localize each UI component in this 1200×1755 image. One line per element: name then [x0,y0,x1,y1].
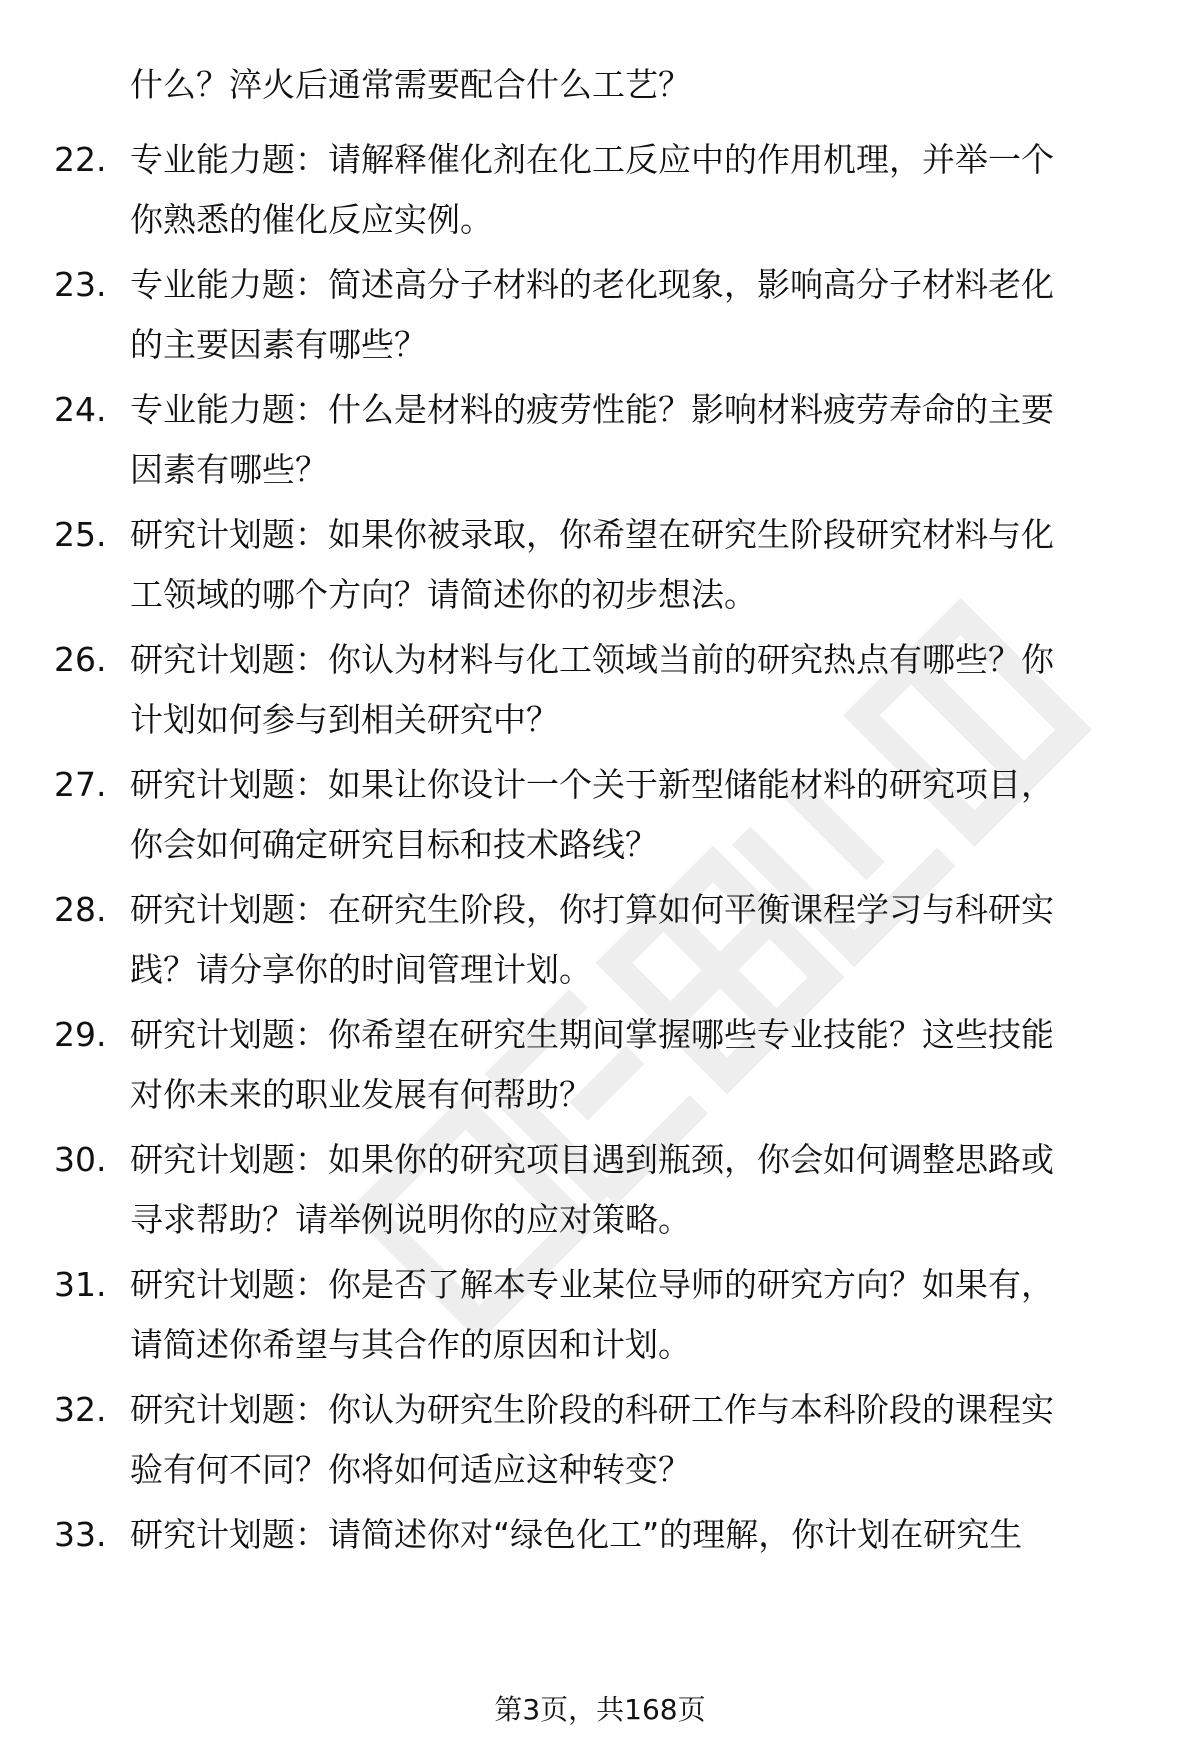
question-text [130,755,1145,875]
question-item-30 [0,1130,1200,1260]
question-line: 研究计划题：如果你的研究项目遇到瓶颈，你会如何调整思路或 [130,1140,1054,1179]
question-item-26 [0,630,1200,760]
question-number: 33. [54,1515,107,1554]
question-item-28 [0,880,1200,1010]
question-line: 践？请分享你的时间管理计划。 [130,950,592,989]
question-item-29 [0,1005,1200,1135]
question-text [130,1130,1145,1250]
question-line: 研究计划题：你认为材料与化工领域当前的研究热点有哪些？你 [130,640,1054,679]
question-item-22 [0,130,1200,260]
question-number: 31. [54,1265,107,1304]
question-number: 23. [54,265,107,304]
question-item-25 [0,505,1200,635]
continuation-text: 什么？淬火后通常需要配合什么工艺？ [130,65,691,104]
question-line: 因素有哪些？ [130,450,328,489]
question-number: 22. [54,140,107,179]
question-item-31 [0,1255,1200,1385]
question-line: 专业能力题：请解释催化剂在化工反应中的作用机理，并举一个 [130,140,1054,179]
question-text [130,1380,1145,1500]
question-item-24 [0,380,1200,510]
question-line: 研究计划题：你认为研究生阶段的科研工作与本科阶段的课程实 [130,1390,1054,1429]
question-item-32 [0,1380,1200,1510]
question-line: 验有何不同？你将如何适应这种转变？ [130,1450,691,1489]
question-line: 研究计划题：你是否了解本专业某位导师的研究方向？如果有， [130,1265,1054,1304]
question-line: 研究计划题：在研究生阶段，你打算如何平衡课程学习与科研实 [130,890,1054,929]
question-text [130,1005,1145,1125]
question-number: 32. [54,1390,107,1429]
question-line: 研究计划题：请简述你对“绿色化工”的理解，你计划在研究生 [130,1515,1023,1554]
question-item-23 [0,255,1200,385]
question-line: 研究计划题：如果你被录取，你希望在研究生阶段研究材料与化 [130,515,1054,554]
question-line: 工领域的哪个方向？请简述你的初步想法。 [130,575,757,614]
question-text [130,630,1145,750]
question-number: 25. [54,515,107,554]
question-line: 请简述你希望与其合作的原因和计划。 [130,1325,691,1364]
question-text [130,1505,1145,1565]
question-number: 29. [54,1015,107,1054]
question-text [130,380,1145,500]
question-number: 28. [54,890,107,929]
question-text [130,130,1145,250]
question-line: 研究计划题：如果让你设计一个关于新型储能材料的研究项目， [130,765,1054,804]
question-number: 24. [54,390,107,429]
question-line: 对你未来的职业发展有何帮助？ [130,1075,592,1114]
question-line: 研究计划题：你希望在研究生期间掌握哪些专业技能？这些技能 [130,1015,1054,1054]
question-line: 你熟悉的催化反应实例。 [130,200,493,239]
question-text [130,880,1145,1000]
question-text [130,255,1145,375]
question-item-27 [0,755,1200,885]
question-line: 专业能力题：什么是材料的疲劳性能？影响材料疲劳寿命的主要 [130,390,1054,429]
question-line: 寻求帮助？请举例说明你的应对策略。 [130,1200,691,1239]
question-number: 27. [54,765,107,804]
question-number: 30. [54,1140,107,1179]
question-item-33 [0,1505,1200,1570]
question-number: 26. [54,640,107,679]
page-footer: 第3页，共168页 [494,1693,706,1726]
question-line: 的主要因素有哪些？ [130,325,427,364]
question-line: 你会如何确定研究目标和技术路线？ [130,825,658,864]
question-text [130,505,1145,625]
question-line: 专业能力题：简述高分子材料的老化现象，影响高分子材料老化 [130,265,1054,304]
question-line: 计划如何参与到相关研究中？ [130,700,559,739]
question-text [130,1255,1145,1375]
